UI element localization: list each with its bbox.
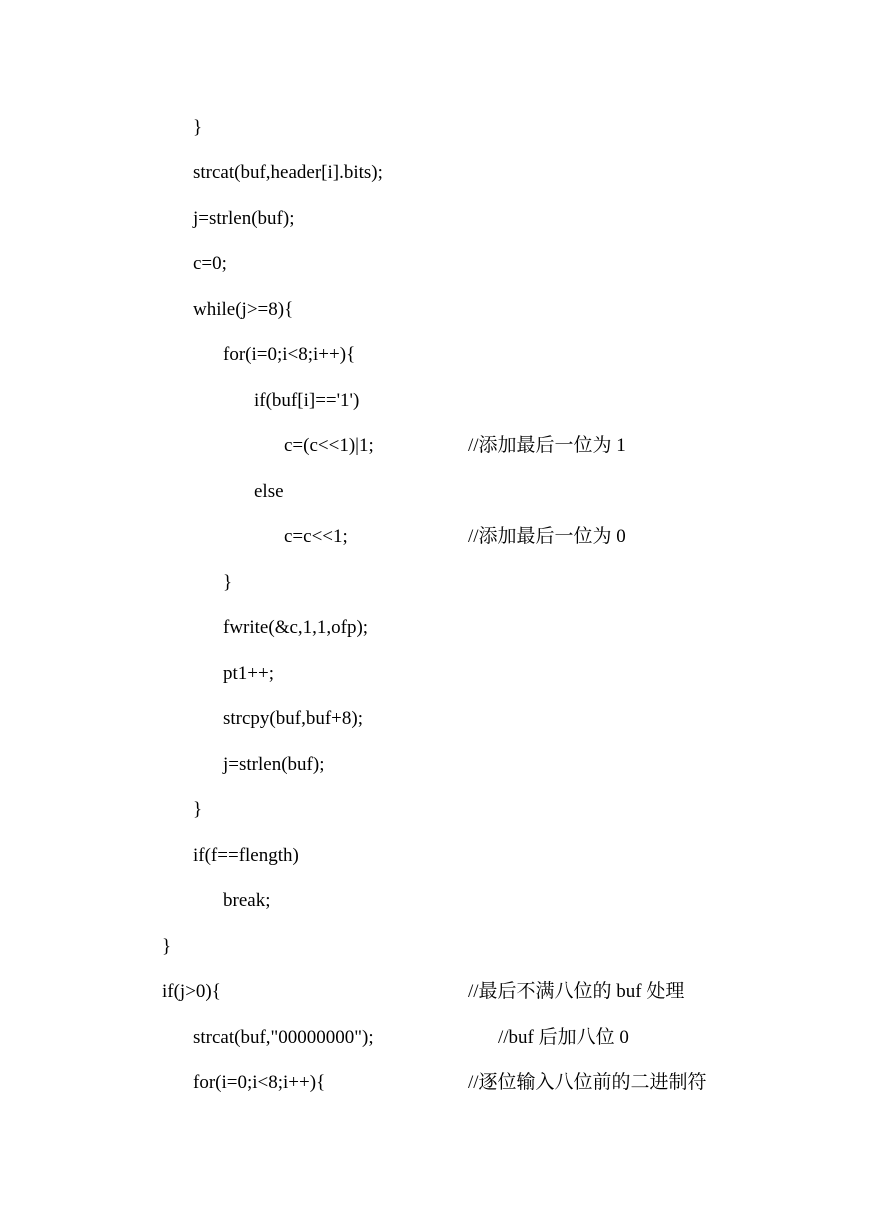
code-line: break; xyxy=(223,890,271,911)
code-line: j=strlen(buf); xyxy=(193,208,295,229)
code-line: } xyxy=(162,936,172,957)
code-line: fwrite(&c,1,1,ofp); xyxy=(223,617,369,638)
code-line: j=strlen(buf); xyxy=(223,754,325,775)
code-line: for(i=0;i<8;i++){ xyxy=(223,344,356,365)
code-line: strcat(buf,"00000000"); xyxy=(193,1027,374,1048)
code-line: while(j>=8){ xyxy=(193,299,294,320)
code-line: if(buf[i]=='1') xyxy=(254,390,360,411)
code-comment: //逐位输入八位前的二进制符 xyxy=(468,1072,707,1093)
code-line: c=c<<1; xyxy=(284,526,348,547)
code-line: strcat(buf,header[i].bits); xyxy=(193,162,383,183)
code-line: if(j>0){ xyxy=(162,981,221,1002)
code-line: } xyxy=(193,117,203,138)
code-line: pt1++; xyxy=(223,663,274,684)
code-line: } xyxy=(223,572,233,593)
code-comment: //buf 后加八位 0 xyxy=(498,1027,629,1048)
code-line: if(f==flength) xyxy=(193,845,299,866)
code-line: c=(c<<1)|1; xyxy=(284,435,374,456)
code-line: c=0; xyxy=(193,253,227,274)
code-comment: //添加最后一位为 1 xyxy=(468,435,626,456)
code-line: for(i=0;i<8;i++){ xyxy=(193,1072,326,1093)
code-line: } xyxy=(193,799,203,820)
code-comment: //最后不满八位的 buf 处理 xyxy=(468,981,685,1002)
code-line: strcpy(buf,buf+8); xyxy=(223,708,363,729)
code-comment: //添加最后一位为 0 xyxy=(468,526,626,547)
code-line: else xyxy=(254,481,284,502)
